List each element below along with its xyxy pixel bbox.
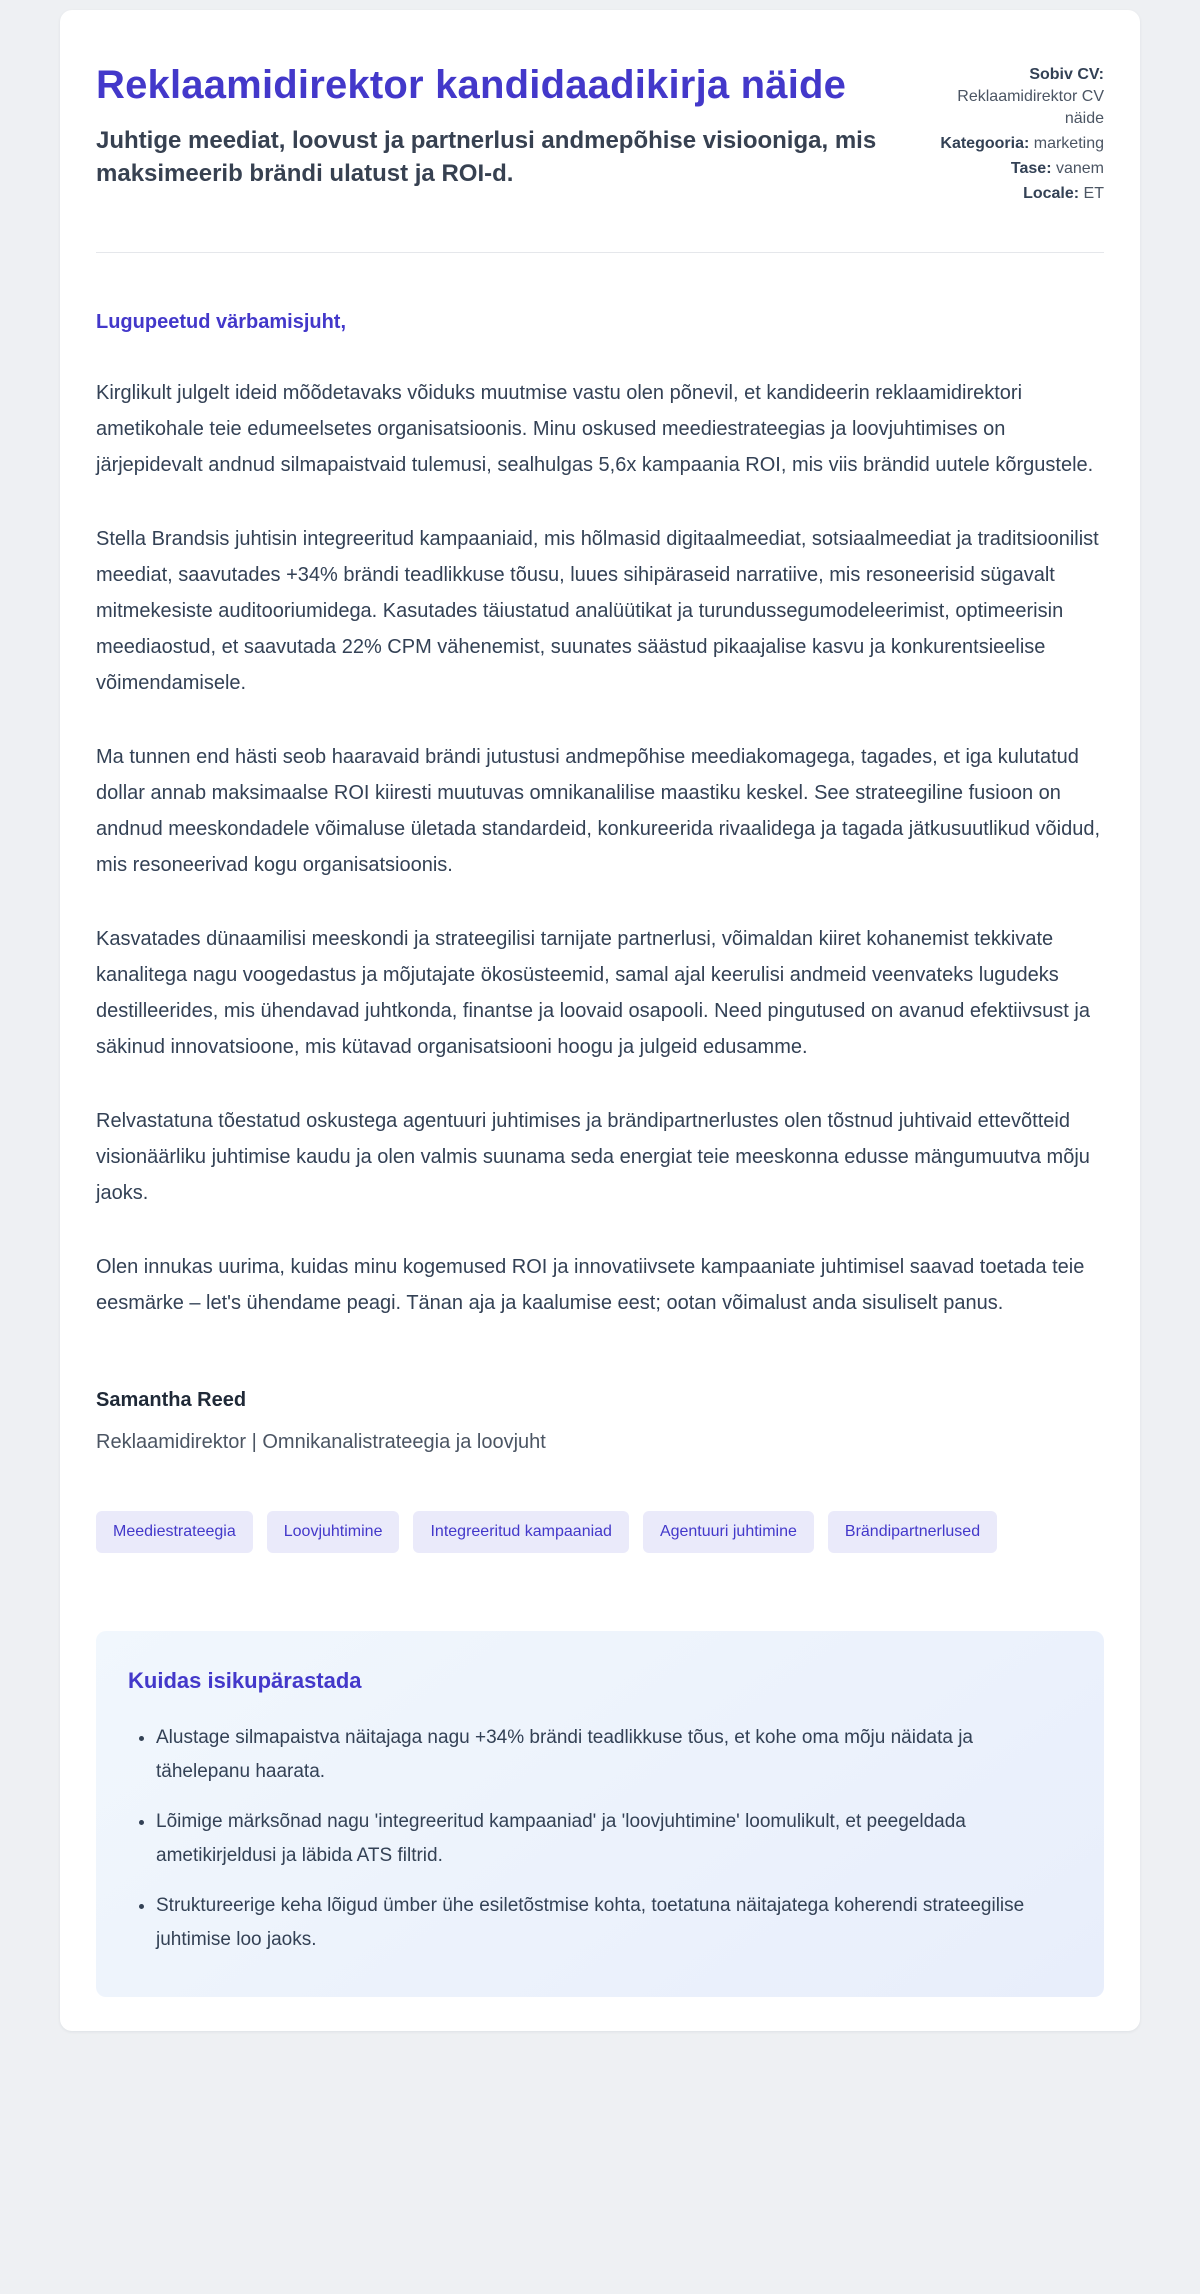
meta-level: [926, 158, 1104, 180]
meta-category-value: marketing: [1033, 135, 1104, 152]
meta-locale-label: Locale:: [1023, 185, 1080, 202]
tag-list: [96, 1511, 1016, 1553]
tag-creative-leadership: Loovjuhtimine: [267, 1511, 400, 1553]
letter-body: [96, 307, 1104, 1455]
tips-title: Kuidas isikupärastada: [128, 1668, 362, 1693]
letter-paragraph-1: Kirglikult julgelt ideid mõõdetavaks võiduks muutmise vastu olen põnevil, et kandideerin reklaamidirektori ametikohale teie edumeelsetes organisatsioonis. Minu oskused meediestrateegias ja loovjuhtimises on järjepidevalt andnud silmapaistvaid tulemusi, sealhulgas 5,6x kampaania ROI, mis viis brändid uutele kõrgustele.: [96, 382, 1094, 476]
tag-brand-partnerships: Brändipartnerlused: [828, 1511, 997, 1553]
tip-item-2: • Lõimige märksõnad nagu 'integreeritud kampaaniad' ja 'loovjuhtimine' loomulikult, et peegeldada ametikirjeldusi ja läbida ATS filtrid.: [156, 1805, 1072, 1873]
header: [96, 60, 1104, 208]
meta-category-label: Kategooria:: [940, 135, 1030, 152]
letter-paragraph-6: Olen innukas uurima, kuidas minu kogemused ROI ja innovatiivsete kampaaniate juhtimisel saavad toetada teie eesmärke – let's ühendame peagi. Tänan aja ja kaalumise eest; ootan võimalust anda sisuliselt panus.: [96, 1256, 1085, 1314]
meta-category: [926, 133, 1104, 155]
meta-locale: [926, 183, 1104, 205]
signature-role: Reklaamidirektor | Omnikanalistrateegia ja loovjuht: [96, 1431, 546, 1453]
tag-agency-management: Agentuuri juhtimine: [643, 1511, 814, 1553]
meta-panel: [926, 60, 1104, 208]
tips-list: [128, 1721, 1072, 1957]
tip-item-1: • Alustage silmapaistva näitajaga nagu +34% brändi teadlikkuse tõus, et kohe oma mõju näidata ja tähelepanu haarata.: [156, 1721, 1072, 1789]
divider: [96, 252, 1104, 253]
tip-item-3: • Struktureerige keha lõigud ümber ühe esiletõstmise kohta, toetatuna näitajatega koherendi strateegilise juhtimise loo jaoks.: [156, 1889, 1072, 1957]
letter-paragraph-2: Stella Brandsis juhtisin integreeritud kampaaniaid, mis hõlmasid digitaalmeediat, sotsiaalmeediat ja traditsioonilist meediat, saavutades +34% brändi teadlikkuse tõusu, luues sihipäraseid narratiive, mis resoneerisid sügavalt mitmekesiste auditooriumidega. Kasutades täiustatud analüütikat ja turundussegumodeleerimist, optimeerisin meediaostud, et saavutada 22% CPM vähenemist, suunates säästud pikaajalise kasvu ja konkurentsieelise võimendamisele.: [96, 528, 1099, 694]
letter-paragraph-3: Ma tunnen end hästi seob haaravaid brändi jutustusi andmepõhise meediakomagega, tagades, et iga kulutatud dollar annab maksimaalse ROI kiiresti muutuvas omnikanalilise maastiku keskel. See strateegiline fusioon on andnud meeskondadele võimaluse ületada standardeid, konkureerida rivaalidega ja tagada jätkusuutlikud võidud, mis resoneerivad kogu organisatsioonis.: [96, 746, 1101, 876]
tips-box: [96, 1631, 1104, 1997]
tag-integrated-campaigns: Integreeritud kampaaniad: [413, 1511, 628, 1553]
tag-media-strategy: Meediestrateegia: [96, 1511, 253, 1553]
signature-name: Samantha Reed: [96, 1389, 247, 1411]
meta-matching-cv: [926, 64, 1104, 130]
meta-matching-cv-value: Reklaamidirektor CV näide: [957, 88, 1104, 127]
letter-paragraph-4: Kasvatades dünaamilisi meeskondi ja strateegilisi tarnijate partnerlusi, võimaldan kiiret kohanemist tekkivate kanalitega nagu voogedastus ja mõjutajate ökosüsteemid, samal ajal keerulisi andmeid veenvateks lugudeks destilleerides, mis ühendavad juhtkonda, finantse ja loovaid osapooli. Need pingutused on avanud efektiivsust ja säkinud innovatsioone, mis kütavad organisatsiooni hoogu ja julgeid edusamme.: [96, 928, 1090, 1058]
meta-level-label: Tase:: [1010, 160, 1052, 177]
meta-matching-cv-label: Sobiv CV:: [1029, 66, 1104, 83]
page-subtitle: Juhtige meediat, loovust ja partnerlusi andmepõhise visiooniga, mis maksimeerib brändi ulatust ja ROI-d.: [96, 127, 877, 187]
meta-locale-value: ET: [1083, 185, 1104, 202]
page-title: Reklaamidirektor kandidaadikirja näide: [96, 63, 847, 107]
cover-letter-card: [60, 10, 1140, 2031]
greeting: Lugupeetud värbamisjuht,: [96, 311, 347, 333]
meta-level-value: vanem: [1055, 160, 1104, 177]
letter-paragraph-5: Relvastatuna tõestatud oskustega agentuuri juhtimises ja brändipartnerlustes olen tõstnud juhtivaid ettevõtteid visionäärliku juhtimise kaudu ja olen valmis suunama seda energiat teie meeskonna edusse mängumuutva mõju jaoks.: [96, 1110, 1090, 1204]
header-title-block: [96, 60, 902, 190]
